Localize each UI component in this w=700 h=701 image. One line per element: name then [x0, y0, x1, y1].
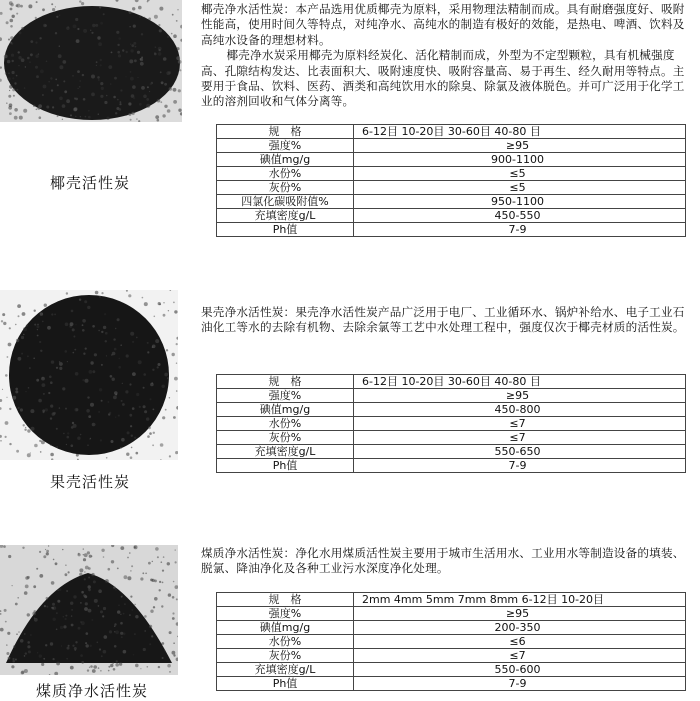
- caption-coal-based-carbon: 煤质净水活性炭: [35, 682, 148, 700]
- coconut-shell-carbon-photo: [0, 0, 182, 122]
- description-paragraph: 果壳净水活性炭：果壳净水活性炭产品广泛用于电厂、工业循环水、锅炉补给水、电子工业石油化工等水的去除有机物、去除余氯等工艺中水处理工程中，强度仅次于椰壳材质的活性炭。: [201, 305, 685, 335]
- spec-value: 7-9: [354, 459, 686, 473]
- spec-value: ≤6: [354, 635, 686, 649]
- description-paragraph: 椰壳净水活性炭：本产品选用优质椰壳为原料，采用物理法精制而成。具有耐磨强度好、吸附性能高，使用时间久等特点，对纯净水、高纯水的制造有极好的效能，是热电、啤酒、饮料及高纯水设备的理想材料。: [201, 2, 685, 47]
- table-row: [217, 445, 686, 459]
- spec-label: 规 格: [217, 375, 354, 389]
- spec-value: 7-9: [354, 223, 686, 237]
- table-row: [217, 649, 686, 663]
- spec-table-coconut-shell-carbon: [216, 124, 686, 237]
- table-row: [217, 459, 686, 473]
- spec-label: Ph值: [217, 459, 354, 473]
- description-coal-based-carbon: [201, 546, 693, 577]
- spec-value: 900-1100: [354, 153, 686, 167]
- description-coconut-shell-carbon: [201, 2, 693, 110]
- spec-value: ≤7: [354, 649, 686, 663]
- spec-value: 6-12目 10-20目 30-60目 40-80 目: [354, 125, 686, 139]
- table-row: [217, 125, 686, 139]
- spec-label: 灰份%: [217, 649, 354, 663]
- spec-value: 7-9: [354, 677, 686, 691]
- coal-based-carbon-photo: [0, 545, 178, 675]
- spec-value: 450-800: [354, 403, 686, 417]
- caption-coconut-shell-carbon: 椰壳活性炭: [49, 174, 130, 192]
- spec-label: 水份%: [217, 167, 354, 181]
- spec-value: 550-650: [354, 445, 686, 459]
- table-row: [217, 677, 686, 691]
- description-paragraph: 椰壳净水炭采用椰壳为原料经炭化、活化精制而成，外型为不定型颗粒，具有机械强度高、孔隙结构发达、比表面积大、吸附速度快、吸附容量高、易于再生、经久耐用等特点。主要用于食品、饮料、医药、酒类和高纯饮用水的除臭、除氯及液体脱色。并可广泛用于化学工业的溶剂回收和气体分离等。: [201, 48, 685, 109]
- table-row: [217, 223, 686, 237]
- spec-label: 充填密度g/L: [217, 663, 354, 677]
- spec-label: 充填密度g/L: [217, 445, 354, 459]
- spec-value: 2mm 4mm 5mm 7mm 8mm 6-12目 10-20目: [354, 593, 686, 607]
- spec-value: 450-550: [354, 209, 686, 223]
- spec-label: 灰份%: [217, 431, 354, 445]
- spec-value: ≤7: [354, 431, 686, 445]
- spec-table-coal-based-carbon: [216, 592, 686, 691]
- spec-value: 950-1100: [354, 195, 686, 209]
- table-row: [217, 389, 686, 403]
- carbon-granules-image: [0, 290, 178, 460]
- table-row: [217, 139, 686, 153]
- spec-value: ≤7: [354, 417, 686, 431]
- description-paragraph: 煤质净水活性炭：净化水用煤质活性炭主要用于城市生活用水、工业用水等制造设备的填装、脱氯、降油净化及各种工业污水深度净化处理。: [201, 546, 685, 576]
- table-row: [217, 167, 686, 181]
- table-row: [217, 209, 686, 223]
- fruit-shell-carbon-photo: [0, 290, 178, 460]
- spec-value: 6-12目 10-20目 30-60目 40-80 目: [354, 375, 686, 389]
- table-row: [217, 195, 686, 209]
- spec-label: 碘值mg/g: [217, 403, 354, 417]
- spec-label: 四氯化碳吸附值%: [217, 195, 354, 209]
- spec-value: 200-350: [354, 621, 686, 635]
- table-row: [217, 153, 686, 167]
- spec-label: 水份%: [217, 635, 354, 649]
- table-row: [217, 593, 686, 607]
- spec-label: 强度%: [217, 139, 354, 153]
- spec-value: ≥95: [354, 389, 686, 403]
- table-row: [217, 635, 686, 649]
- spec-label: 规 格: [217, 593, 354, 607]
- spec-label: 水份%: [217, 417, 354, 431]
- table-row: [217, 403, 686, 417]
- spec-label: 强度%: [217, 607, 354, 621]
- spec-label: 充填密度g/L: [217, 209, 354, 223]
- carbon-powder-image: [0, 545, 178, 675]
- table-row: [217, 431, 686, 445]
- carbon-granules-image: [0, 0, 182, 122]
- spec-label: Ph值: [217, 677, 354, 691]
- table-row: [217, 375, 686, 389]
- description-fruit-shell-carbon: [201, 305, 693, 336]
- spec-value: ≥95: [354, 139, 686, 153]
- spec-label: 灰份%: [217, 181, 354, 195]
- spec-label: 碘值mg/g: [217, 621, 354, 635]
- spec-value: ≥95: [354, 607, 686, 621]
- table-row: [217, 417, 686, 431]
- spec-value: 550-600: [354, 663, 686, 677]
- spec-label: 强度%: [217, 389, 354, 403]
- spec-label: 碘值mg/g: [217, 153, 354, 167]
- spec-value: ≤5: [354, 167, 686, 181]
- spec-table-fruit-shell-carbon: [216, 374, 686, 473]
- table-row: [217, 181, 686, 195]
- spec-value: ≤5: [354, 181, 686, 195]
- table-row: [217, 607, 686, 621]
- table-row: [217, 621, 686, 635]
- spec-label: 规 格: [217, 125, 354, 139]
- caption-fruit-shell-carbon: 果壳活性炭: [49, 473, 130, 491]
- table-row: [217, 663, 686, 677]
- spec-label: Ph值: [217, 223, 354, 237]
